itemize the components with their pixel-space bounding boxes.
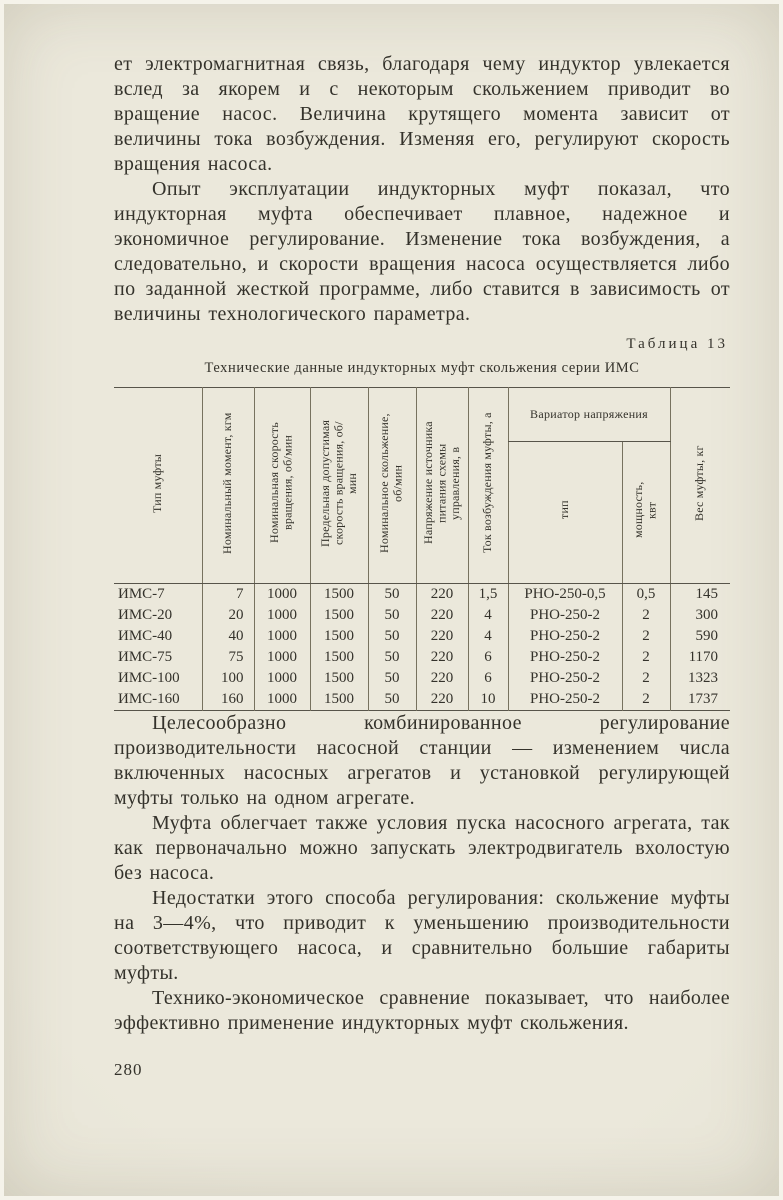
table-cell: РНО-250-2	[508, 647, 622, 668]
paragraph: Недостатки этого способа регулирования: скольжение муфты на 3—4%, что приводит к уменьшению производительности соответствующего насоса, и сравнительно большие габариты муфты.	[114, 887, 730, 984]
table-cell: 50	[368, 584, 416, 606]
paragraph: Муфта облегчает также условия пуска насосного агрегата, так как первоначально можно запускать электродвигатель вхолостую без насоса.	[114, 812, 730, 884]
table-cell: 1000	[254, 584, 310, 606]
table-cell: 2	[622, 626, 670, 647]
table-cell: 300	[670, 605, 730, 626]
table-cell: 1500	[310, 647, 368, 668]
table-cell: 1737	[670, 689, 730, 711]
col-header-supply-voltage	[416, 388, 468, 584]
table-cell: 2	[622, 647, 670, 668]
paragraph: Технико-экономическое сравнение показывает, что наиболее эффективно применение индукторных муфт скольжения.	[114, 987, 730, 1034]
col-header-label: Тип муфты	[149, 453, 164, 513]
col-header-label: Напряжение источника питания схемы управления, в	[420, 421, 462, 545]
table-cell: 2	[622, 668, 670, 689]
table-cell: 1500	[310, 626, 368, 647]
table-cell: 1000	[254, 689, 310, 711]
table-row	[114, 605, 730, 626]
table-row	[114, 584, 730, 606]
col-header-excitation-current	[468, 388, 508, 584]
table-cell: 1,5	[468, 584, 508, 606]
col-header-max-speed	[310, 388, 368, 584]
table-cell: 50	[368, 668, 416, 689]
table-cell: 7	[202, 584, 254, 606]
paragraph: Целесообразно комбинированное регулирование производительности насосной станции — изменением числа включенных насосных агрегатов и установкой регулирующей муфты только на одном агрегате.	[114, 712, 730, 809]
table-cell: 6	[468, 668, 508, 689]
table-cell: ИМС-75	[118, 649, 173, 665]
table-cell: 1500	[310, 668, 368, 689]
table-cell: РНО-250-2	[508, 689, 622, 711]
col-header-label: мощность, квт	[631, 481, 659, 539]
table-cell: ИМС-160	[118, 691, 180, 707]
col-header-weight	[670, 388, 730, 584]
table-cell: 1500	[310, 605, 368, 626]
table-cell: 590	[670, 626, 730, 647]
col-header-variator-type	[508, 442, 622, 584]
col-header-nominal-moment	[202, 388, 254, 584]
table-cell: 220	[416, 668, 468, 689]
table-cell: 100	[202, 668, 254, 689]
table-row	[114, 689, 730, 711]
paragraph: Опыт эксплуатации индукторных муфт показал, что индукторная муфта обеспечивает плавное, надежное и экономичное регулирование. Изменение тока возбуждения, а следовательно, и скорости вращения насоса осуществляется либо по заданной жесткой программе, либо ставится в зависимость от величины технологического параметра.	[114, 178, 730, 325]
col-header-mufta-type	[114, 388, 202, 584]
table-cell: 0,5	[622, 584, 670, 606]
table-cell: 1323	[670, 668, 730, 689]
page-number: 280	[114, 1060, 143, 1079]
table-cell: 50	[368, 689, 416, 711]
table-cell: 1500	[310, 584, 368, 606]
col-header-label: Ток возбуждения муфты, а	[480, 412, 495, 554]
col-header-variator-power	[622, 442, 670, 584]
table-cell: ИМС-7	[118, 586, 165, 602]
table-cell: РНО-250-2	[508, 668, 622, 689]
table-body	[114, 584, 730, 711]
table-cell: 1000	[254, 605, 310, 626]
table-cell: 75	[202, 647, 254, 668]
col-header-label: Номинальный момент, кгм	[220, 412, 235, 554]
table-cell: 6	[468, 647, 508, 668]
data-table	[114, 387, 730, 711]
table-cell: 1170	[670, 647, 730, 668]
col-header-nominal-slip	[368, 388, 416, 584]
table-cell: 50	[368, 647, 416, 668]
table-cell: 220	[416, 584, 468, 606]
table-cell: 220	[416, 605, 468, 626]
table-cell: 40	[202, 626, 254, 647]
col-header-label: Вес муфты, кг	[692, 445, 707, 521]
table-cell: РНО-250-2	[508, 605, 622, 626]
table-cell: 145	[670, 584, 730, 606]
table-row	[114, 668, 730, 689]
col-header-variator-group: Вариатор напряжения	[508, 388, 670, 442]
table-cell: 1000	[254, 626, 310, 647]
table-cell: 50	[368, 605, 416, 626]
table-cell: 2	[622, 605, 670, 626]
table-cell: 50	[368, 626, 416, 647]
col-header-label: Номинальное скольжение, об/мин	[377, 413, 405, 553]
table-cell: 1500	[310, 689, 368, 711]
col-header-label: Предельная допустимая скорость вращения, об/мин	[317, 419, 359, 547]
table-cell: ИМС-100	[118, 670, 180, 686]
table-cell: 220	[416, 647, 468, 668]
table-cell: 4	[468, 626, 508, 647]
table-row	[114, 647, 730, 668]
table-cell: 4	[468, 605, 508, 626]
paragraph: ет электромагнитная связь, благодаря чему индуктор увлекается вслед за якорем и с некоторым скольжением приводит во вращение насос. Величина крутящего момента зависит от величины тока возбуждения. Изменяя его, регулируют скорость вращения насоса.	[114, 53, 730, 175]
table-cell: 10	[468, 689, 508, 711]
col-header-label: Номинальная скорость вращения, об/мин	[267, 422, 295, 544]
table-cell: 220	[416, 626, 468, 647]
table-cell: РНО-250-0,5	[508, 584, 622, 606]
table-cell: РНО-250-2	[508, 626, 622, 647]
page-content	[114, 52, 730, 1080]
table-cell: 1000	[254, 647, 310, 668]
col-header-label: тип	[557, 500, 572, 520]
table-cell: 2	[622, 689, 670, 711]
table-cell: 1000	[254, 668, 310, 689]
table-header-row	[114, 388, 730, 442]
table-cell: ИМС-40	[118, 628, 173, 644]
table-cell: 160	[202, 689, 254, 711]
table-row	[114, 626, 730, 647]
table-cell: 20	[202, 605, 254, 626]
table-cell: ИМС-20	[118, 607, 173, 623]
col-header-nominal-speed	[254, 388, 310, 584]
table-cell: 220	[416, 689, 468, 711]
table-caption: Таблица 13	[626, 336, 728, 352]
table-title: Технические данные индукторных муфт скольжения серии ИМС	[204, 360, 640, 376]
